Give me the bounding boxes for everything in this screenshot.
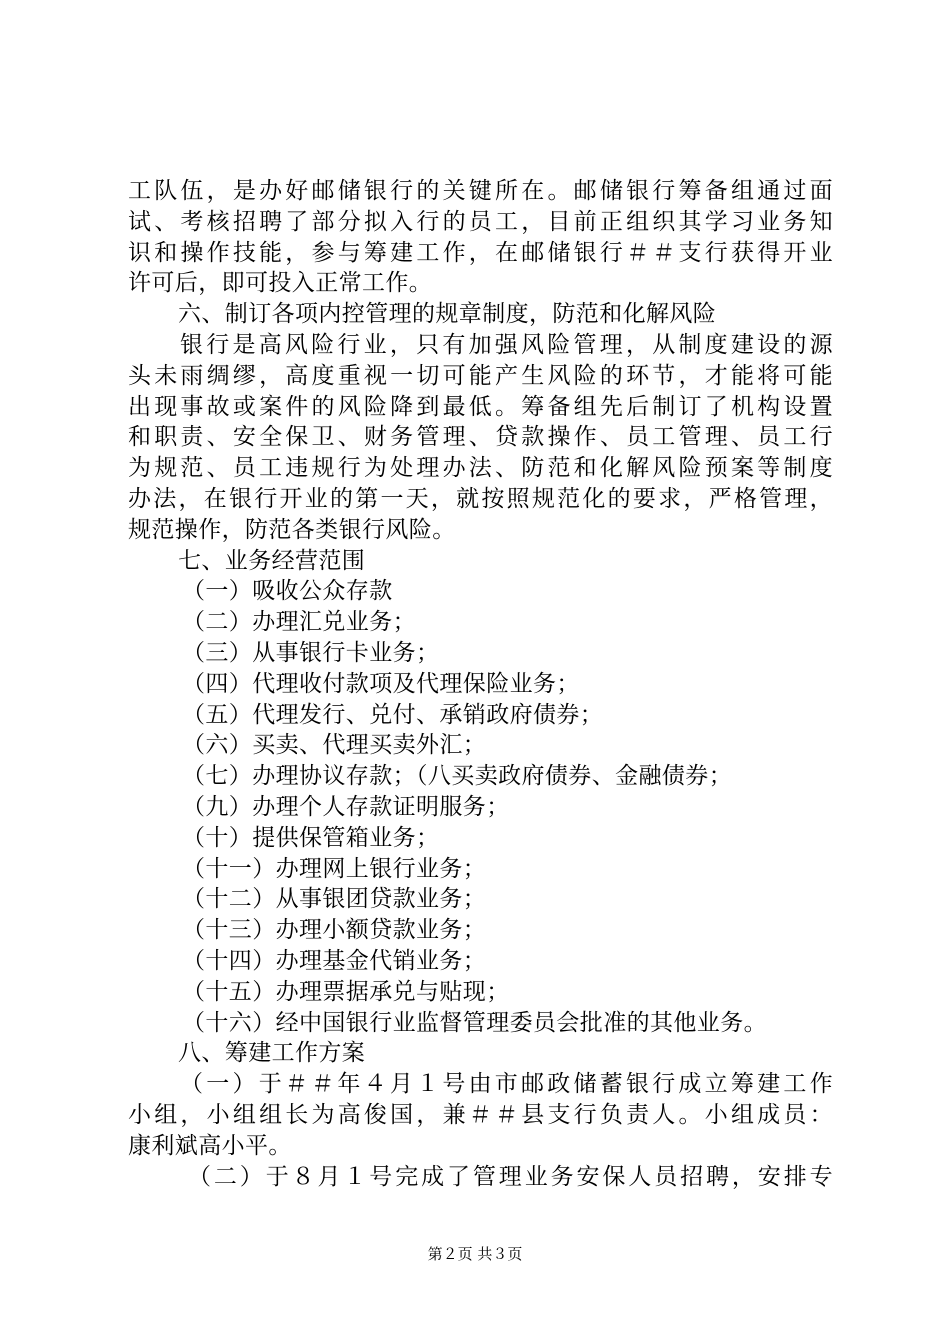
paragraph-line: 和职责、安全保卫、财务管理、贷款操作、员工管理、员工行 xyxy=(128,424,833,451)
document-body xyxy=(128,176,833,1192)
paragraph-line: 出现事故或案件的风险降到最低。筹备组先后制订了机构设置 xyxy=(128,393,833,420)
paragraph-line: 工队伍，是办好邮储银行的关键所在。邮储银行筹备组通过面 xyxy=(128,178,833,204)
paragraph-line: 许可后，即可投入正常工作。 xyxy=(128,270,433,297)
list-item: （十三）办理小额贷款业务； xyxy=(182,917,487,944)
list-item: （六）买卖、代理买卖外汇； xyxy=(182,732,487,759)
paragraph-line: （二）于８月１号完成了管理业务安保人员招聘，安排专 xyxy=(188,1163,833,1190)
list-item: （二）办理汇兑业务； xyxy=(182,609,416,636)
paragraph-line: 康利斌高小平。 xyxy=(128,1132,292,1159)
list-item: （十一）办理网上银行业务； xyxy=(182,855,487,882)
list-item: （十）提供保管箱业务； xyxy=(182,824,440,851)
section-heading: 六、制订各项内控管理的规章制度，防范和化解风险 xyxy=(178,301,717,328)
list-item: （七）办理协议存款；（八买卖政府债券、金融债券； xyxy=(182,763,733,790)
list-item: （十六）经中国银行业监督管理委员会批准的其他业务。 xyxy=(182,1009,767,1036)
paragraph-line: 头未雨绸缪，高度重视一切可能产生风险的环节，才能将可能 xyxy=(128,362,833,389)
list-item: （一）吸收公众存款 xyxy=(182,578,393,605)
paragraph-line: 办法，在银行开业的第一天，就按照规范化的要求，严格管理， xyxy=(128,485,833,512)
paragraph-line: 为规范、员工违规行为处理办法、防范和化解风险预案等制度 xyxy=(128,455,833,482)
paragraph-line: 小组，小组组长为高俊国，兼＃＃县支行负责人。小组成员： xyxy=(128,1101,833,1128)
paragraph-line: （一）于＃＃年４月１号由市邮政储蓄银行成立筹建工作 xyxy=(180,1071,833,1098)
list-item: （三）从事银行卡业务； xyxy=(182,639,440,666)
list-item: （四）代理收付款项及代理保险业务； xyxy=(182,670,580,697)
list-item: （五）代理发行、兑付、承销政府债券； xyxy=(182,701,604,728)
section-heading: 七、业务经营范围 xyxy=(178,547,366,574)
list-item: （十四）办理基金代销业务； xyxy=(182,947,487,974)
page-number-footer: 第２页 共３页 xyxy=(427,1245,523,1263)
paragraph-line: 试、考核招聘了部分拟入行的员工，目前正组织其学习业务知 xyxy=(128,208,833,235)
paragraph-line: 银行是高风险行业，只有加强风险管理，从制度建设的源 xyxy=(180,331,833,358)
list-item: （十五）办理票据承兑与贴现； xyxy=(182,978,510,1005)
paragraph-line: 规范操作，防范各类银行风险。 xyxy=(128,516,456,543)
section-heading: 八、筹建工作方案 xyxy=(178,1040,366,1067)
list-item: （九）办理个人存款证明服务； xyxy=(182,793,510,820)
paragraph-line: 识和操作技能，参与筹建工作，在邮储银行＃＃支行获得开业 xyxy=(128,239,833,266)
list-item: （十二）从事银团贷款业务； xyxy=(182,886,487,913)
